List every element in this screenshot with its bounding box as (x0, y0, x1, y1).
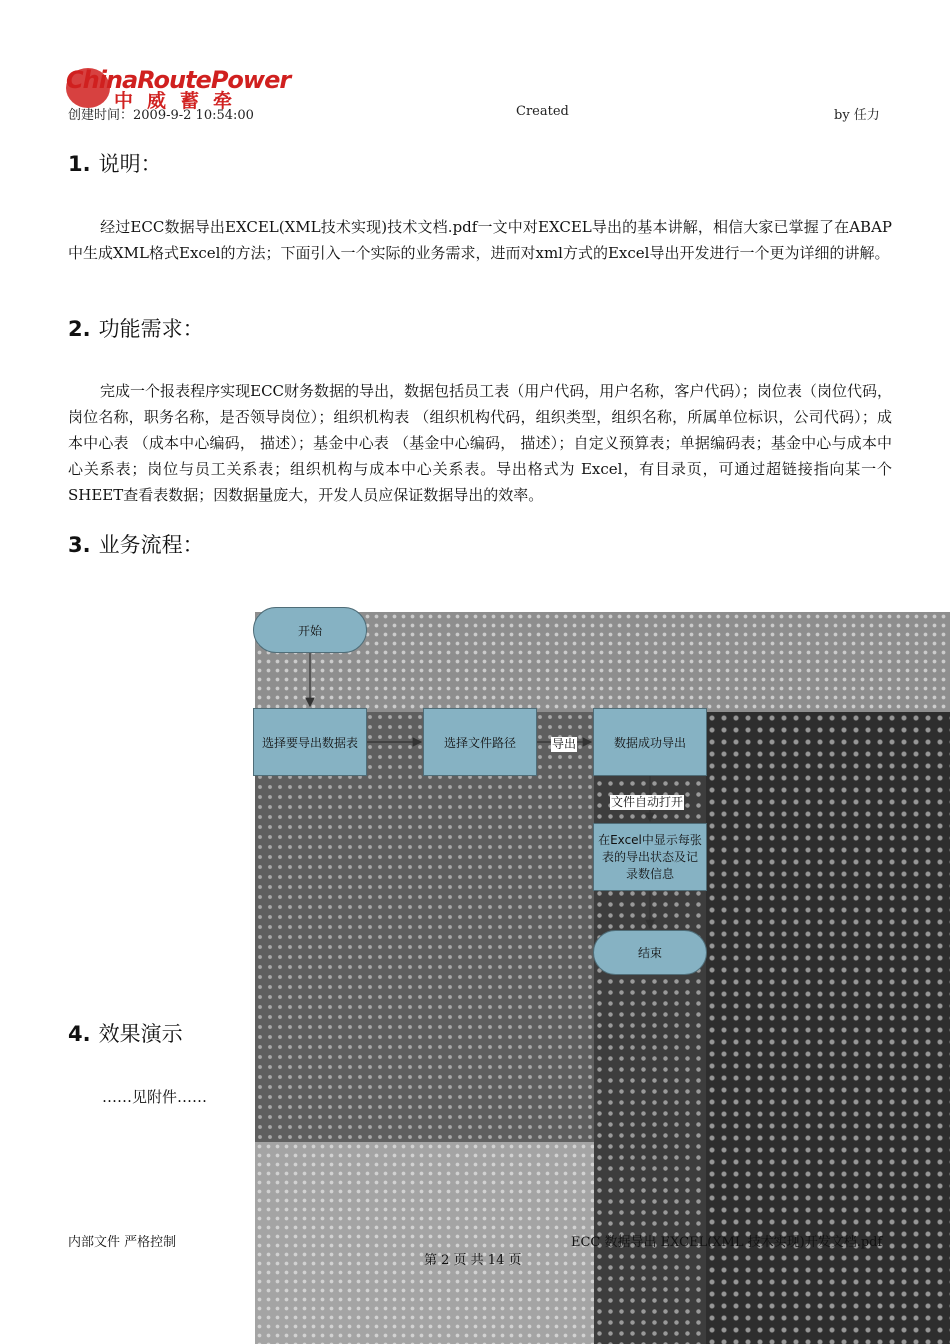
flow-node-show-status: 在Excel中显示每张表的导出状态及记录数信息 (593, 823, 707, 891)
paragraph-text: 经过ECC数据导出EXCEL(XML技术实现)技术文档.pdf一文中对EXCEL导出的基本讲解，相信大家已掌握了在ABAP中生成XML格式Excel的方法；下面引入一个实际的业务需求，进而对xml方式的Excel导出开发进行一个更为详细的讲解。 (68, 218, 892, 262)
footer-page-number: 第 2 页 共 14 页 (424, 1253, 522, 1268)
section-title: 说明： (98, 152, 162, 176)
section-number: 1. (68, 152, 91, 176)
section-heading-4 (68, 1018, 183, 1048)
flow-node-select-table: 选择要导出数据表 (253, 708, 367, 776)
flow-node-end: 结束 (593, 930, 707, 975)
logo-text-en: ChinaRoutePower (66, 66, 291, 94)
created-label: Created (516, 104, 569, 119)
section-number: 2. (68, 317, 91, 341)
flow-node-select-path: 选择文件路径 (423, 708, 537, 776)
author: by 任力 (834, 108, 880, 123)
section-title: 业务流程： (98, 533, 204, 557)
flow-node-export-success: 数据成功导出 (593, 708, 707, 776)
created-time: 创建时间：2009-9-2 10:54:00 (68, 108, 254, 123)
footer-confidential: 内部文件 严格控制 (68, 1235, 177, 1250)
attachment-note: ……见附件…… (102, 1088, 208, 1106)
logo-text-cn: 中威蓄牵 (114, 90, 247, 112)
section-title: 功能需求： (98, 317, 204, 341)
footer-document-name: ECC 数据导出 EXCEL(XML 技术实现)开发文档.pdf (571, 1235, 883, 1250)
flow-edge-label-export: 导出 (552, 737, 577, 751)
section-number: 4. (68, 1022, 91, 1046)
section-title: 效果演示 (98, 1022, 183, 1046)
paragraph-text: 完成一个报表程序实现ECC财务数据的导出，数据包括员工表（用户代码，用户名称，客户代码）；岗位表（岗位代码，岗位名称，职务名称，是否领导岗位）；组织机构表 （组织机构代码，组织类型，组织名称，所属单位标识，公司代码）；成本中心表 （成本中心编码， 描述）；基金中心表 （基金中心编码， 描述）；自定义预算表；单据编码表；基金中心与成本中心关系表；岗位与员工关系表；组织机构与成本中心关系表。导出格式为 Excel，有目录页，可通过超链接指向某一个SHEET查看表数据；因数据量庞大，开发人员应保证数据导出的效率。 (68, 382, 892, 504)
flow-edge-label-auto-open: 文件自动打开 (611, 795, 684, 809)
section-number: 3. (68, 533, 91, 557)
flow-node-start: 开始 (253, 607, 367, 653)
